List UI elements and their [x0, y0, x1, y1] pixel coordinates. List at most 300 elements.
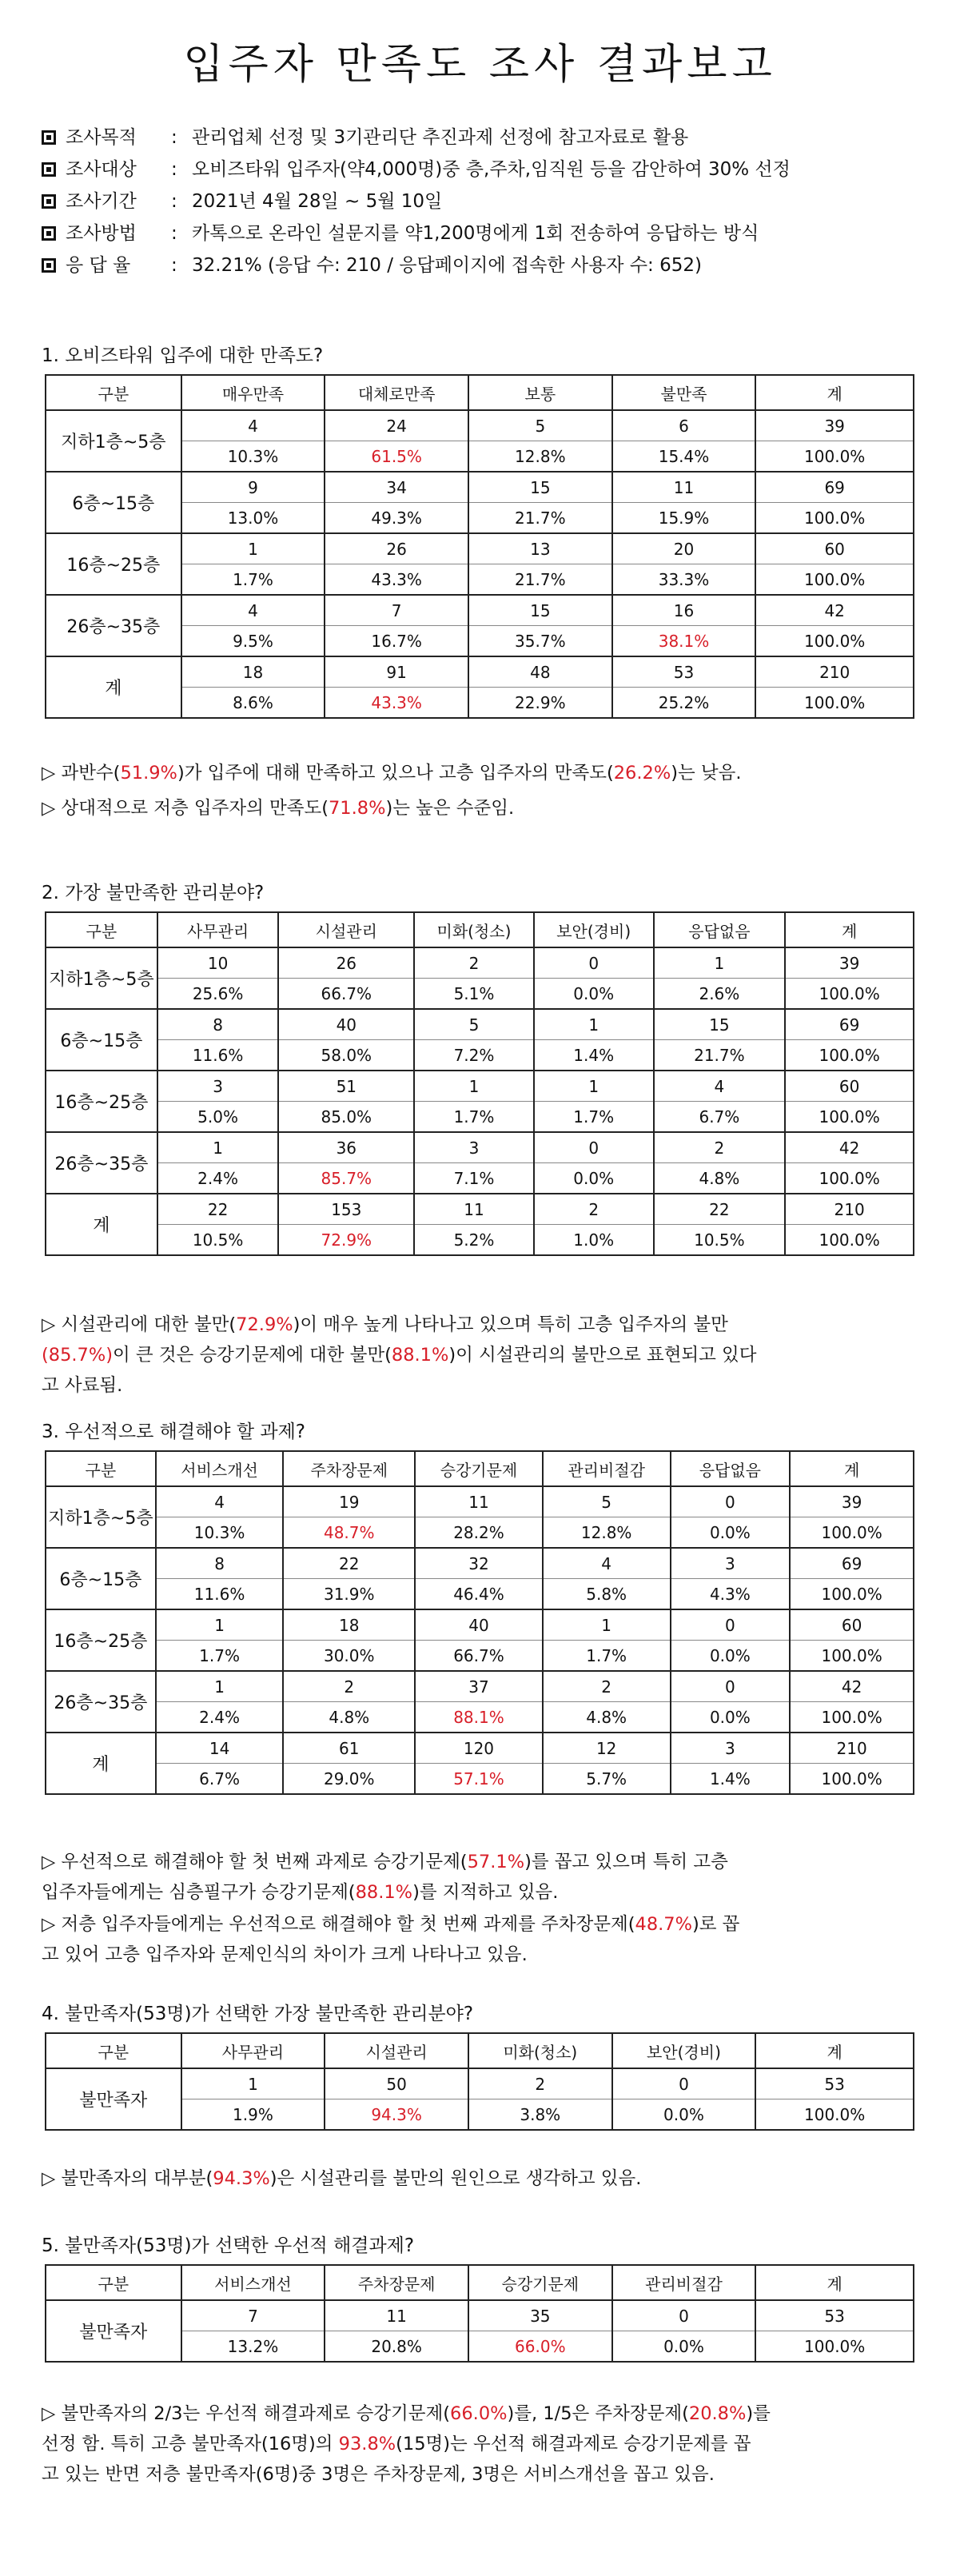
count-cell: 11	[415, 1486, 543, 1517]
q5-title: 5. 불만족자(53명)가 선택한 우선적 해결과제?	[42, 2235, 415, 2256]
count-cell: 42	[755, 595, 914, 626]
percent-cell: 10.3%	[156, 1517, 284, 1549]
header-cell: 시설관리	[325, 2033, 468, 2068]
percent-cell: 1.7%	[534, 1102, 654, 1133]
percent-cell: 11.6%	[157, 1040, 279, 1071]
percent-cell: 94.3%	[325, 2099, 468, 2131]
q2-note: ▷ 시설관리에 대한 불만(72.9%)이 매우 높게 나타나고 있으며 특히 고층 입주자의 불만 (85.7%)이 큰 것은 승강기문제에 대한 불만(88.1%)이 시설관리의 불만으로 표현되고 있다 고 사료됨.	[42, 1314, 757, 1396]
group-label: 26층~35층	[46, 1132, 157, 1194]
count-cell: 22	[283, 1548, 415, 1579]
percent-cell: 6.7%	[156, 1764, 284, 1795]
count-cell: 53	[755, 2068, 914, 2099]
percent-cell: 13.2%	[181, 2331, 325, 2363]
count-cell: 36	[278, 1132, 414, 1163]
count-cell: 0	[612, 2068, 756, 2099]
header-cell: 보통	[468, 375, 612, 410]
count-cell: 2	[654, 1132, 786, 1163]
table-row	[46, 1071, 914, 1102]
count-cell: 60	[785, 1071, 914, 1102]
q3-note-1: ▷ 우선적으로 해결해야 할 첫 번째 과제로 승강기문제(57.1%)를 꼽고 있으며 특히 고층 입주자들에게는 심층필구가 승강기문제(88.1%)를 지적하고 있음.	[42, 1852, 728, 1903]
count-cell: 15	[654, 1009, 786, 1040]
percent-cell: 100.0%	[785, 979, 914, 1010]
count-cell: 4	[181, 595, 325, 626]
count-cell: 37	[415, 1671, 543, 1702]
count-cell: 50	[325, 2068, 468, 2099]
table-row	[46, 1641, 914, 1672]
percent-cell: 21.7%	[468, 503, 612, 534]
header-cell: 미화(청소)	[468, 2033, 612, 2068]
percent-cell: 1.4%	[534, 1040, 654, 1071]
table-row	[46, 595, 914, 626]
q1-table	[45, 374, 914, 719]
count-cell: 6	[612, 410, 756, 441]
count-cell: 11	[612, 472, 756, 503]
percent-cell: 100.0%	[785, 1040, 914, 1071]
table-row	[46, 1486, 914, 1517]
percent-cell: 43.3%	[325, 688, 468, 719]
q5-table	[45, 2264, 914, 2363]
count-cell: 3	[157, 1071, 279, 1102]
count-cell: 210	[785, 1194, 914, 1225]
group-label: 지하1층~5층	[46, 410, 181, 472]
percent-cell: 100.0%	[785, 1163, 914, 1194]
percent-cell: 5.8%	[543, 1579, 671, 1610]
percent-cell: 85.7%	[278, 1163, 414, 1194]
percent-cell: 4.8%	[283, 1702, 415, 1733]
count-cell: 7	[325, 595, 468, 626]
percent-cell: 21.7%	[468, 564, 612, 596]
table-row	[46, 1194, 914, 1225]
percent-cell: 5.7%	[543, 1764, 671, 1795]
percent-cell: 0.0%	[671, 1641, 791, 1672]
count-cell: 18	[181, 656, 325, 688]
percent-cell: 0.0%	[612, 2099, 756, 2131]
header-cell: 사무관리	[157, 912, 279, 947]
percent-cell: 10.5%	[157, 1225, 279, 1256]
q4-title: 4. 불만족자(53명)가 선택한 가장 불만족한 관리분야?	[42, 2004, 474, 2024]
header-cell: 불만족	[612, 375, 756, 410]
count-cell: 0	[671, 1671, 791, 1702]
percent-cell: 1.0%	[534, 1225, 654, 1256]
header-cell: 승강기문제	[468, 2265, 612, 2300]
percent-cell: 2.4%	[156, 1702, 284, 1733]
header-cell: 응답없음	[671, 1451, 791, 1486]
header-cell: 구분	[46, 1451, 156, 1486]
header-cell: 서비스개선	[156, 1451, 284, 1486]
count-cell: 11	[414, 1194, 534, 1225]
count-cell: 9	[181, 472, 325, 503]
q3-table	[45, 1450, 914, 1795]
info-value: 2021년 4월 28일 ~ 5월 10일	[192, 191, 443, 212]
info-label: 조사기간	[66, 191, 137, 212]
count-cell: 2	[534, 1194, 654, 1225]
count-cell: 5	[468, 410, 612, 441]
percent-cell: 66.7%	[278, 979, 414, 1010]
percent-cell: 49.3%	[325, 503, 468, 534]
percent-cell: 3.8%	[468, 2099, 612, 2131]
percent-cell: 58.0%	[278, 1040, 414, 1071]
count-cell: 48	[468, 656, 612, 688]
percent-cell: 100.0%	[755, 441, 914, 473]
count-cell: 12	[543, 1733, 671, 1764]
count-cell: 42	[785, 1132, 914, 1163]
percent-cell: 66.7%	[415, 1641, 543, 1672]
percent-cell: 33.3%	[612, 564, 756, 596]
header-cell: 계	[785, 912, 914, 947]
table-row	[46, 2300, 914, 2331]
percent-cell: 25.6%	[157, 979, 279, 1010]
header-cell: 응답없음	[654, 912, 786, 947]
count-cell: 16	[612, 595, 756, 626]
table-row	[46, 947, 914, 979]
count-cell: 8	[157, 1009, 279, 1040]
percent-cell: 0.0%	[534, 1163, 654, 1194]
table-row	[46, 410, 914, 441]
info-value: 오비즈타워 입주자(약4,000명)중 층,주차,임직원 등을 감안하여 30% 선정	[192, 159, 791, 180]
percent-cell: 29.0%	[283, 1764, 415, 1795]
percent-cell: 21.7%	[654, 1040, 786, 1071]
count-cell: 61	[283, 1733, 415, 1764]
count-cell: 120	[415, 1733, 543, 1764]
percent-cell: 100.0%	[785, 1225, 914, 1256]
square-bullet-icon	[42, 194, 56, 209]
percent-cell: 48.7%	[283, 1517, 415, 1549]
percent-cell: 57.1%	[415, 1764, 543, 1795]
header-cell: 보안(경비)	[612, 2033, 756, 2068]
info-row: 응 답 율 : 32.21% (응답 수: 210 / 응답페이지에 접속한 사용자 수: 652)	[42, 249, 929, 281]
percent-cell: 12.8%	[468, 441, 612, 473]
percent-cell: 100.0%	[790, 1517, 914, 1549]
q4-note: ▷ 불만족자의 대부분(94.3%)은 시설관리를 불만의 원인으로 생각하고 있음.	[42, 2168, 642, 2189]
count-cell: 2	[543, 1671, 671, 1702]
info-value: 관리업체 선정 및 3기관리단 추진과제 선정에 참고자료로 활용	[192, 127, 689, 148]
percent-cell: 10.3%	[181, 441, 325, 473]
table-row	[46, 1163, 914, 1194]
percent-cell: 1.7%	[543, 1641, 671, 1672]
q4-table	[45, 2032, 914, 2131]
count-cell: 18	[283, 1609, 415, 1641]
q2-table	[45, 911, 914, 1256]
count-cell: 3	[671, 1733, 791, 1764]
percent-cell: 1.7%	[414, 1102, 534, 1133]
header-cell: 주차장문제	[283, 1451, 415, 1486]
percent-cell: 35.7%	[468, 626, 612, 657]
header-cell: 시설관리	[278, 912, 414, 947]
count-cell: 34	[325, 472, 468, 503]
count-cell: 15	[468, 472, 612, 503]
count-cell: 1	[181, 533, 325, 564]
group-label: 26층~35층	[46, 1671, 156, 1733]
header-cell: 대체로만족	[325, 375, 468, 410]
table-row	[46, 1579, 914, 1610]
percent-cell: 15.4%	[612, 441, 756, 473]
square-bullet-icon	[42, 162, 56, 177]
info-label: 조사방법	[66, 223, 137, 244]
count-cell: 69	[785, 1009, 914, 1040]
percent-cell: 31.9%	[283, 1579, 415, 1610]
group-label: 계	[46, 1733, 156, 1794]
count-cell: 39	[785, 947, 914, 979]
table-row	[46, 1671, 914, 1702]
count-cell: 40	[278, 1009, 414, 1040]
table-row	[46, 979, 914, 1010]
count-cell: 2	[283, 1671, 415, 1702]
percent-cell: 61.5%	[325, 441, 468, 473]
q2-title: 2. 가장 불만족한 관리분야?	[42, 883, 265, 903]
group-label: 16층~25층	[46, 1609, 156, 1671]
table-row	[46, 656, 914, 688]
count-cell: 26	[325, 533, 468, 564]
group-label: 6층~15층	[46, 1009, 157, 1071]
count-cell: 39	[755, 410, 914, 441]
count-cell: 4	[654, 1071, 786, 1102]
info-value: 카톡으로 온라인 설문지를 약1,200명에게 1회 전송하여 응답하는 방식	[192, 223, 759, 244]
percent-cell: 4.3%	[671, 1579, 791, 1610]
percent-cell: 12.8%	[543, 1517, 671, 1549]
count-cell: 1	[654, 947, 786, 979]
header-cell: 계	[755, 2265, 914, 2300]
header-cell: 구분	[46, 912, 157, 947]
header-cell: 승강기문제	[415, 1451, 543, 1486]
count-cell: 69	[755, 472, 914, 503]
percent-cell: 100.0%	[790, 1764, 914, 1795]
percent-cell: 15.9%	[612, 503, 756, 534]
table-row	[46, 472, 914, 503]
count-cell: 51	[278, 1071, 414, 1102]
count-cell: 20	[612, 533, 756, 564]
percent-cell: 100.0%	[755, 503, 914, 534]
q1-note-1: ▷ 과반수(51.9%)가 입주에 대해 만족하고 있으나 고층 입주자의 만족도(26.2%)는 낮음.	[42, 763, 742, 784]
percent-cell: 11.6%	[156, 1579, 284, 1610]
info-label: 조사대상	[66, 159, 137, 180]
percent-cell: 22.9%	[468, 688, 612, 719]
count-cell: 39	[790, 1486, 914, 1517]
info-row: 조사기간 : 2021년 4월 28일 ~ 5월 10일	[42, 185, 929, 217]
q5-note: ▷ 불만족자의 2/3는 우선적 해결과제로 승강기문제(66.0%)를, 1/5은 주차장문제(20.8%)를 선정 함. 특히 고층 불만족자(16명)의 93.8%(15명)는 우선적 해결과제로 승강기문제를 꼽 고 있는 반면 저층 불만족자(6명)중 3명은 주차장문제, 3명은 서비스개선을 꼽고 있음.	[42, 2403, 771, 2485]
table-row	[46, 2068, 914, 2099]
table-row	[46, 1040, 914, 1071]
table-row	[46, 1517, 914, 1549]
table-row	[46, 1764, 914, 1795]
info-row: 조사목적 : 관리업체 선정 및 3기관리단 추진과제 선정에 참고자료로 활용	[42, 122, 929, 154]
count-cell: 3	[671, 1548, 791, 1579]
q1-title: 1. 오비즈타워 입주에 대한 만족도?	[42, 345, 324, 366]
table-row	[46, 1702, 914, 1733]
group-label: 계	[46, 656, 181, 718]
percent-cell: 100.0%	[755, 688, 914, 719]
header-cell: 계	[790, 1451, 914, 1486]
count-cell: 7	[181, 2300, 325, 2331]
count-cell: 2	[468, 2068, 612, 2099]
table-row	[46, 533, 914, 564]
count-cell: 53	[755, 2300, 914, 2331]
count-cell: 0	[534, 947, 654, 979]
percent-cell: 38.1%	[612, 626, 756, 657]
count-cell: 40	[415, 1609, 543, 1641]
count-cell: 1	[181, 2068, 325, 2099]
percent-cell: 100.0%	[790, 1702, 914, 1733]
group-label: 6층~15층	[46, 472, 181, 533]
q3-note-2: ▷ 저층 입주자들에게는 우선적으로 해결해야 할 첫 번째 과제를 주차장문제(48.7%)로 꼽 고 있어 고층 입주자와 문제인식의 차이가 크게 나타나고 있음.	[42, 1914, 740, 1965]
count-cell: 8	[156, 1548, 284, 1579]
percent-cell: 1.7%	[156, 1641, 284, 1672]
count-cell: 19	[283, 1486, 415, 1517]
group-label: 6층~15층	[46, 1548, 156, 1609]
table-row	[46, 1548, 914, 1579]
count-cell: 10	[157, 947, 279, 979]
count-cell: 4	[543, 1548, 671, 1579]
count-cell: 24	[325, 410, 468, 441]
count-cell: 42	[790, 1671, 914, 1702]
count-cell: 69	[790, 1548, 914, 1579]
group-label: 불만족자	[46, 2300, 181, 2362]
percent-cell: 66.0%	[468, 2331, 612, 2363]
count-cell: 14	[156, 1733, 284, 1764]
header-cell: 계	[755, 2033, 914, 2068]
percent-cell: 1.7%	[181, 564, 325, 596]
count-cell: 15	[468, 595, 612, 626]
percent-cell: 25.2%	[612, 688, 756, 719]
header-cell: 보안(경비)	[534, 912, 654, 947]
percent-cell: 30.0%	[283, 1641, 415, 1672]
count-cell: 5	[414, 1009, 534, 1040]
group-label: 계	[46, 1194, 157, 1255]
percent-cell: 5.1%	[414, 979, 534, 1010]
header-cell: 매우만족	[181, 375, 325, 410]
survey-info	[42, 122, 929, 281]
header-cell: 서비스개선	[181, 2265, 325, 2300]
percent-cell: 4.8%	[654, 1163, 786, 1194]
count-cell: 210	[790, 1733, 914, 1764]
header-cell: 구분	[46, 2033, 181, 2068]
count-cell: 3	[414, 1132, 534, 1163]
count-cell: 60	[755, 533, 914, 564]
header-cell: 미화(청소)	[414, 912, 534, 947]
count-cell: 0	[671, 1609, 791, 1641]
percent-cell: 0.0%	[612, 2331, 756, 2363]
percent-cell: 8.6%	[181, 688, 325, 719]
percent-cell: 16.7%	[325, 626, 468, 657]
count-cell: 53	[612, 656, 756, 688]
percent-cell: 20.8%	[325, 2331, 468, 2363]
count-cell: 1	[534, 1009, 654, 1040]
percent-cell: 2.6%	[654, 979, 786, 1010]
percent-cell: 13.0%	[181, 503, 325, 534]
square-bullet-icon	[42, 226, 56, 241]
header-cell: 사무관리	[181, 2033, 325, 2068]
percent-cell: 2.4%	[157, 1163, 279, 1194]
count-cell: 1	[156, 1671, 284, 1702]
percent-cell: 1.4%	[671, 1764, 791, 1795]
percent-cell: 88.1%	[415, 1702, 543, 1733]
count-cell: 0	[534, 1132, 654, 1163]
percent-cell: 7.1%	[414, 1163, 534, 1194]
info-row: 조사방법 : 카톡으로 온라인 설문지를 약1,200명에게 1회 전송하여 응답하는 방식	[42, 217, 929, 249]
percent-cell: 100.0%	[755, 626, 914, 657]
table-row	[46, 1733, 914, 1764]
header-cell: 구분	[46, 375, 181, 410]
count-cell: 4	[181, 410, 325, 441]
count-cell: 1	[156, 1609, 284, 1641]
percent-cell: 0.0%	[671, 1702, 791, 1733]
count-cell: 1	[157, 1132, 279, 1163]
percent-cell: 4.8%	[543, 1702, 671, 1733]
percent-cell: 5.2%	[414, 1225, 534, 1256]
count-cell: 1	[543, 1609, 671, 1641]
count-cell: 13	[468, 533, 612, 564]
table-row	[46, 1102, 914, 1133]
table-row	[46, 1132, 914, 1163]
percent-cell: 9.5%	[181, 626, 325, 657]
info-label: 응 답 율	[66, 255, 131, 276]
group-label: 지하1층~5층	[46, 947, 157, 1009]
count-cell: 60	[790, 1609, 914, 1641]
q1-note-2: ▷ 상대적으로 저층 입주자의 만족도(71.8%)는 높은 수준임.	[42, 798, 515, 819]
header-cell: 관리비절감	[612, 2265, 756, 2300]
percent-cell: 72.9%	[278, 1225, 414, 1256]
group-label: 불만족자	[46, 2068, 181, 2130]
count-cell: 1	[414, 1071, 534, 1102]
percent-cell: 0.0%	[534, 979, 654, 1010]
count-cell: 4	[156, 1486, 284, 1517]
percent-cell: 100.0%	[755, 564, 914, 596]
count-cell: 32	[415, 1548, 543, 1579]
percent-cell: 100.0%	[790, 1579, 914, 1610]
percent-cell: 46.4%	[415, 1579, 543, 1610]
info-label: 조사목적	[66, 127, 137, 148]
count-cell: 0	[612, 2300, 756, 2331]
percent-cell: 100.0%	[755, 2331, 914, 2363]
square-bullet-icon	[42, 130, 56, 145]
info-row: 조사대상 : 오비즈타워 입주자(약4,000명)중 층,주차,임직원 등을 감안하여 30% 선정	[42, 154, 929, 185]
count-cell: 26	[278, 947, 414, 979]
group-label: 26층~35층	[46, 595, 181, 656]
header-cell: 관리비절감	[543, 1451, 671, 1486]
table-row	[46, 1609, 914, 1641]
percent-cell: 6.7%	[654, 1102, 786, 1133]
count-cell: 91	[325, 656, 468, 688]
table-row	[46, 1225, 914, 1256]
header-cell: 계	[755, 375, 914, 410]
count-cell: 0	[671, 1486, 791, 1517]
group-label: 16층~25층	[46, 533, 181, 595]
info-value: 32.21% (응답 수: 210 / 응답페이지에 접속한 사용자 수: 652)	[192, 255, 702, 276]
percent-cell: 5.0%	[157, 1102, 279, 1133]
count-cell: 35	[468, 2300, 612, 2331]
percent-cell: 7.2%	[414, 1040, 534, 1071]
percent-cell: 43.3%	[325, 564, 468, 596]
count-cell: 210	[755, 656, 914, 688]
count-cell: 2	[414, 947, 534, 979]
percent-cell: 28.2%	[415, 1517, 543, 1549]
percent-cell: 100.0%	[755, 2099, 914, 2131]
table-row	[46, 1009, 914, 1040]
count-cell: 22	[654, 1194, 786, 1225]
q3-title: 3. 우선적으로 해결해야 할 과제?	[42, 1422, 306, 1442]
count-cell: 5	[543, 1486, 671, 1517]
group-label: 16층~25층	[46, 1071, 157, 1132]
percent-cell: 100.0%	[790, 1641, 914, 1672]
percent-cell: 85.0%	[278, 1102, 414, 1133]
group-label: 지하1층~5층	[46, 1486, 156, 1548]
percent-cell: 1.9%	[181, 2099, 325, 2131]
page-title: 입주자 만족도 조사 결과보고	[183, 41, 777, 89]
square-bullet-icon	[42, 258, 56, 273]
count-cell: 1	[534, 1071, 654, 1102]
header-cell: 구분	[46, 2265, 181, 2300]
header-cell: 주차장문제	[325, 2265, 468, 2300]
count-cell: 11	[325, 2300, 468, 2331]
